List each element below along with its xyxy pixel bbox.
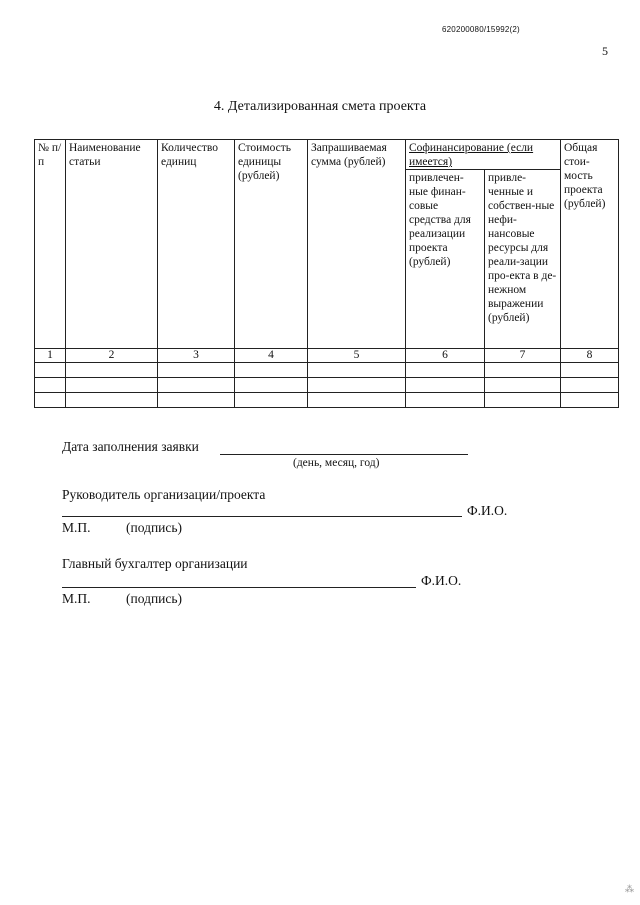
section-title: 4. Детализированная смета проекта — [213, 99, 427, 114]
header-cell-requested: Запрашиваемая сумма (рублей) — [308, 140, 406, 349]
date-hint: (день, месяц, год) — [293, 457, 380, 469]
director-signature-line[interactable] — [62, 516, 462, 517]
date-label: Дата заполнения заявки — [62, 439, 199, 454]
table-cell[interactable] — [308, 363, 406, 378]
accountant-fio-label: Ф.И.О. — [421, 573, 462, 588]
table-cell[interactable] — [235, 393, 308, 408]
table-cell[interactable] — [561, 378, 619, 393]
header-cell-cofinancing — [406, 140, 561, 170]
table-header-row — [35, 140, 619, 170]
header-cell-name: Наименование статьи — [66, 140, 158, 349]
header-cell-cofin-financial: привлечен-ные финан-совые средства для реализации проекта (рублей) — [406, 170, 485, 349]
accountant-signature-hint: (подпись) — [126, 591, 183, 606]
header-cell-cofin-nonfinancial: привле-ченные и собствен-ные нефи-нансовые ресурсы для реали-зации про-екта в де-нежном выражении (рублей) — [485, 170, 561, 349]
table-row — [35, 393, 619, 408]
table-cell[interactable] — [561, 363, 619, 378]
header-cell-qty: Количество единиц — [158, 140, 235, 349]
table-cell[interactable] — [406, 378, 485, 393]
column-number: 3 — [158, 349, 235, 363]
table-cell[interactable] — [66, 378, 158, 393]
table-cell[interactable] — [485, 393, 561, 408]
scan-mark-icon: ⁂ — [625, 884, 634, 894]
table-cell[interactable] — [158, 393, 235, 408]
table-cell[interactable] — [35, 393, 66, 408]
column-number: 1 — [35, 349, 66, 363]
accountant-stamp-label: М.П. — [62, 591, 91, 606]
table-cell[interactable] — [35, 378, 66, 393]
table-cell[interactable] — [66, 393, 158, 408]
column-number: 4 — [235, 349, 308, 363]
director-signature-hint: (подпись) — [126, 520, 183, 535]
director-stamp-label: М.П. — [62, 520, 91, 535]
table-cell[interactable] — [35, 363, 66, 378]
page-number: 5 — [602, 44, 608, 58]
table-cell[interactable] — [561, 393, 619, 408]
table-cell[interactable] — [406, 363, 485, 378]
header-cell-total: Общая стои-мость проекта (рублей) — [561, 140, 619, 349]
table-cell[interactable] — [485, 363, 561, 378]
estimate-table — [34, 139, 619, 408]
director-label: Руководитель организации/проекта — [62, 487, 266, 502]
accountant-label: Главный бухгалтер организации — [62, 556, 248, 571]
table-row — [35, 378, 619, 393]
date-field-line[interactable] — [220, 454, 468, 455]
director-fio-label: Ф.И.О. — [467, 503, 508, 518]
column-number: 2 — [66, 349, 158, 363]
table-cell[interactable] — [235, 378, 308, 393]
document-id: 620200080/15992(2) — [442, 25, 520, 34]
cofinancing-label: Софинансирование (если имеется) — [409, 142, 534, 169]
table-cell[interactable] — [308, 393, 406, 408]
table-cell[interactable] — [485, 378, 561, 393]
table-cell[interactable] — [66, 363, 158, 378]
table-cell[interactable] — [158, 378, 235, 393]
table-cell[interactable] — [235, 363, 308, 378]
column-number-row — [35, 349, 619, 363]
accountant-signature-line[interactable] — [62, 587, 416, 588]
column-number: 7 — [485, 349, 561, 363]
table-cell[interactable] — [406, 393, 485, 408]
table-cell[interactable] — [308, 378, 406, 393]
column-number: 5 — [308, 349, 406, 363]
table-row — [35, 363, 619, 378]
column-number: 8 — [561, 349, 619, 363]
header-cell-unit-cost: Стоимость единицы (рублей) — [235, 140, 308, 349]
header-cell-no: № п/п — [35, 140, 66, 349]
table-cell[interactable] — [158, 363, 235, 378]
column-number: 6 — [406, 349, 485, 363]
